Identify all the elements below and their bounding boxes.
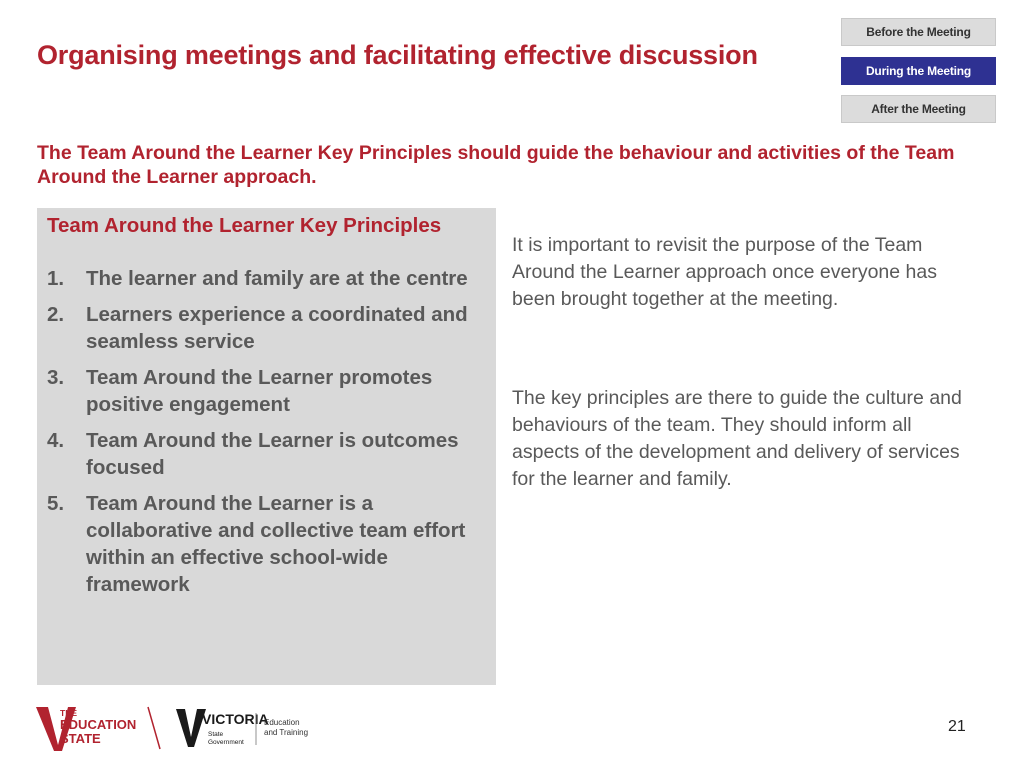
- list-item-number: 1.: [47, 267, 65, 290]
- list-item: [47, 490, 486, 598]
- list-item-text: Team Around the Learner is a collaborative and collective team effort within an effective school-wide framework: [86, 492, 466, 596]
- education-state-slash: [148, 707, 160, 749]
- education-state-logo: [36, 705, 162, 751]
- victoria-government-logo: [176, 707, 316, 749]
- list-item: [47, 427, 486, 481]
- victoria-government-label: Government: [208, 739, 244, 746]
- education-state-line3: STATE: [60, 731, 101, 746]
- education-state-line1: THE: [60, 708, 77, 718]
- victoria-state-label: State: [208, 731, 224, 738]
- list-item: [47, 265, 486, 292]
- list-item-number: 4.: [47, 429, 65, 452]
- before-meeting-button[interactable]: Before the Meeting: [841, 18, 996, 46]
- list-item-number: 5.: [47, 492, 65, 515]
- list-item-number: 2.: [47, 303, 65, 326]
- key-principles-panel: [37, 208, 496, 685]
- list-item-text: The learner and family are at the centre: [86, 267, 468, 290]
- page-title: Organising meetings and facilitating effective discussion: [37, 40, 758, 70]
- education-state-line2: EDUCATION: [60, 717, 137, 732]
- after-meeting-button[interactable]: After the Meeting: [841, 95, 996, 123]
- dept-line1: Education: [264, 718, 300, 727]
- dept-line2: and Training: [264, 728, 309, 737]
- panel-heading: Team Around the Learner Key Principles: [47, 214, 442, 237]
- list-item: [47, 301, 486, 355]
- page-number: 21: [948, 718, 966, 735]
- list-item-number: 3.: [47, 366, 65, 389]
- list-item: [47, 364, 486, 418]
- victoria-wordmark: VICTORIA: [202, 711, 269, 727]
- section-subtitle: The Team Around the Learner Key Principles should guide the behaviour and activities of the Team Around the Learner approach.: [37, 142, 955, 188]
- list-item-text: Team Around the Learner promotes positive engagement: [86, 366, 433, 416]
- list-item-text: Team Around the Learner is outcomes focused: [86, 429, 459, 479]
- list-item-text: Learners experience a coordinated and seamless service: [86, 303, 468, 353]
- during-meeting-button[interactable]: During the Meeting: [841, 57, 996, 85]
- principles-list: [47, 265, 486, 598]
- body-paragraph-purpose: It is important to revisit the purpose of the Team Around the Learner approach once everyone has been brought together at the meeting.: [512, 234, 937, 310]
- body-paragraph-principles: The key principles are there to guide the culture and behaviours of the team. They should inform all aspects of the development and delivery of services for the learner and family.: [512, 387, 962, 490]
